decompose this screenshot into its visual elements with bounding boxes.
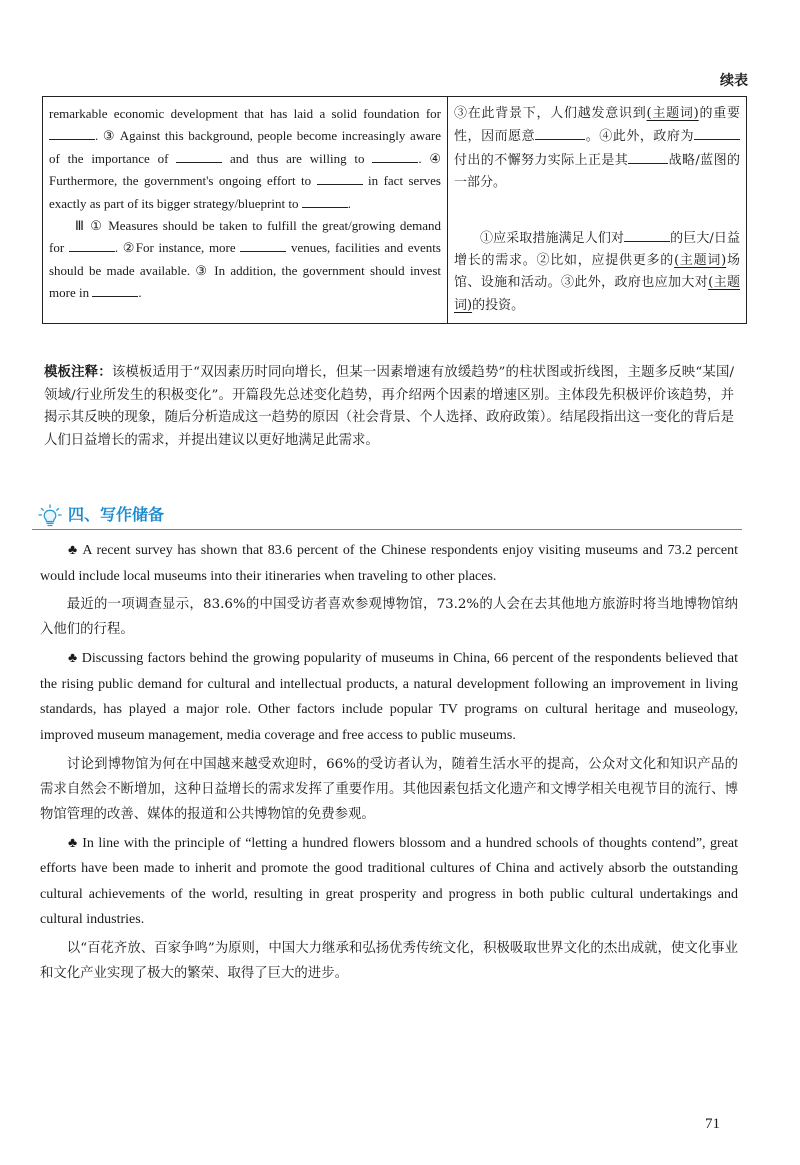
fill-blank	[69, 237, 115, 252]
template-notes-text: 该模板适用于“双因素历时同向增长，但某一因素增速有放缓趋势”的柱状图或折线图，主题多反映“某国/领域/行业所发生的积极变化”。开篇段先总述变化趋势，再介绍两个因素的增速区别。主体段先积极评价该趋势，并揭示其反映的现象，随后分析造成这一趋势的原因（社会背景、个人选择、政府政策）。结尾段指出这一变化的背后是人们日益增长的需求，并提出建议以更好地满足此需求。	[44, 365, 735, 448]
template-text: venues, facilities and events should be made available. ③ In addition, the government should invest more in	[49, 240, 441, 301]
template-english-paragraph-2	[49, 103, 441, 215]
template-chinese-paragraph-3	[454, 227, 740, 318]
fill-blank	[535, 125, 585, 140]
reserve-english-3	[40, 831, 738, 933]
club-icon: ♣	[68, 651, 78, 667]
template-text: ①应采取措施满足人们对	[480, 230, 625, 246]
fill-blank	[694, 125, 740, 140]
template-english-cell	[43, 97, 448, 324]
fill-blank	[92, 282, 138, 297]
template-chinese-paragraph-2	[454, 103, 740, 195]
template-text: remarkable economic development that has laid a solid foundation for	[49, 106, 441, 121]
template-text: . ④ Furthermore, the government's ongoing effort to	[49, 150, 442, 189]
template-text: 战略/蓝图的一部分。	[454, 152, 740, 191]
template-text: in fact serves exactly as part of its bigger strategy/blueprint to	[49, 173, 441, 211]
template-text: 。④此外，政府为	[585, 129, 694, 145]
club-icon: ♣	[68, 835, 79, 851]
reserve-english-text: A recent survey has shown that 83.6 percent of the Chinese respondents enjoy visiting museums and 73.2 percent would include local museums into their itineraries when traveling to other places.	[40, 543, 738, 584]
fill-blank	[372, 148, 418, 163]
fill-blank	[49, 125, 95, 140]
fill-blank	[176, 148, 222, 163]
keyword-placeholder: (主题词)	[646, 106, 699, 121]
template-text: 付出的不懈努力实际上正是其	[454, 152, 629, 168]
template-text: Ⅲ ① Measures should be taken to fulfill the great/growing demand for	[49, 218, 441, 256]
continued-label: 续表	[720, 73, 748, 89]
template-text: .	[138, 285, 142, 301]
template-text: 的巨大/日益增长的需求。②比如，应提供更多的	[454, 230, 740, 269]
keyword-placeholder: (主题词)	[674, 253, 727, 269]
reserve-english-text: In line with the principle of “letting a hundred flowers blossom and a hundred schools of thoughts contend”, great efforts have been made to inherit and promote the good traditional cultures of China and actively absorb the outstanding cultural achievements of the world, resulting in great prosperity and progress in both public cultural undertakings and cultural industries.	[40, 835, 739, 928]
template-notes	[44, 362, 734, 452]
template-text: ③在此背景下，人们越发意识到	[454, 106, 647, 121]
section-heading	[32, 503, 742, 530]
fill-blank	[302, 193, 348, 208]
template-text: 的重要性，因而愿意	[454, 106, 740, 145]
reserve-chinese-3: 以“百花齐放、百家争鸣”为原则，中国大力继承和弘扬优秀传统文化，积极吸取世界文化的杰出成就，使文化事业和文化产业实现了极大的繁荣、取得了巨大的进步。	[40, 940, 738, 981]
reserve-chinese-2: 讨论到博物馆为何在中国越来越受欢迎时，66%的受访者认为，随着生活水平的提高，公众对文化和知识产品的需求自然会不断增加，这种日益增长的需求发挥了重要作用。其他因素包括文化遗产和文博学相关电视节目的流行、博物馆管理的改善、媒体的报道和公共博物馆的免费参观。	[40, 756, 738, 822]
template-text: 场馆、设施和活动。③此外，政府也应加大对	[454, 253, 740, 291]
club-icon: ♣	[68, 543, 79, 558]
fill-blank	[317, 170, 363, 185]
template-text: . ③ Against this background, people become increasingly aware of the importance of	[49, 128, 441, 166]
writing-reserve	[40, 538, 738, 990]
page-number: 71	[705, 1116, 720, 1132]
reserve-english-1	[40, 538, 738, 589]
reserve-english-2	[40, 646, 738, 748]
fill-blank	[628, 149, 668, 164]
template-notes-label: 模板注释：	[44, 365, 112, 380]
keyword-placeholder: (主题词)	[454, 275, 740, 313]
section-title: 四、写作储备	[68, 505, 165, 524]
template-table	[42, 96, 747, 324]
lightbulb-icon	[38, 504, 62, 528]
template-text: . ②For instance, more	[114, 240, 241, 256]
fill-blank	[240, 237, 286, 252]
template-text: and thus are willing to	[222, 150, 373, 166]
reserve-english-text: Discussing factors behind the growing popularity of museums in China, 66 percent of the respondents believed that the rising public demand for cultural and intellectual products, a natural development following an improvement in living standards, has played a major role. Other factors include popular TV programs on cultural heritage and museology, improved museum management, media coverage and free access to public museums.	[40, 651, 738, 743]
template-english-paragraph-3	[49, 215, 441, 305]
template-text: 的投资。	[472, 297, 525, 313]
template-text: .	[347, 195, 351, 211]
fill-blank	[624, 227, 670, 242]
reserve-chinese-1: 最近的一项调查显示，83.6%的中国受访者喜欢参观博物馆，73.2%的人会在去其他地方旅游时将当地博物馆纳入他们的行程。	[40, 597, 738, 638]
template-chinese-cell	[448, 97, 747, 324]
